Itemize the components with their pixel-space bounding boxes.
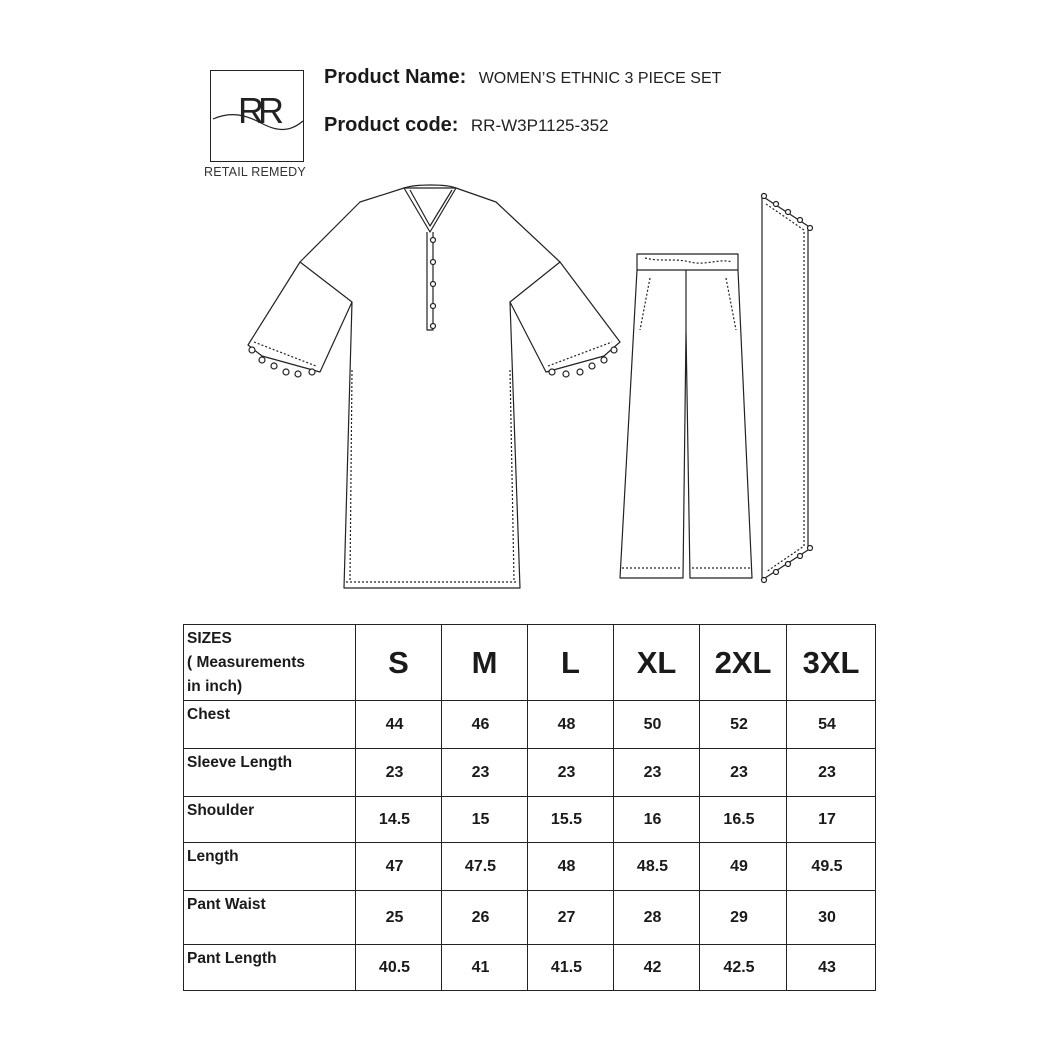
table-cell: 48.5 bbox=[614, 843, 700, 891]
table-cell: 29 bbox=[700, 891, 787, 945]
size-xl-header: XL bbox=[614, 625, 700, 701]
dupatta-drawing bbox=[762, 196, 808, 580]
product-code-label: Product code: bbox=[324, 114, 459, 136]
brand-name: RETAIL REMEDY bbox=[204, 165, 306, 179]
sizes-header-line: in inch) bbox=[187, 678, 243, 695]
row-label-pant-length: Pant Length bbox=[184, 945, 356, 991]
size-s-header: S bbox=[356, 625, 442, 701]
table-cell: 23 bbox=[442, 749, 528, 797]
table-cell: 47.5 bbox=[442, 843, 528, 891]
row-label-pant-waist: Pant Waist bbox=[184, 891, 356, 945]
table-cell: 43 bbox=[787, 945, 876, 991]
table-cell: 17 bbox=[787, 797, 876, 843]
sizes-header-line: SIZES bbox=[187, 630, 232, 647]
table-cell: 28 bbox=[614, 891, 700, 945]
table-cell: 16 bbox=[614, 797, 700, 843]
table-cell: 15 bbox=[442, 797, 528, 843]
table-cell: 23 bbox=[614, 749, 700, 797]
table-cell: 14.5 bbox=[356, 797, 442, 843]
table-cell: 47 bbox=[356, 843, 442, 891]
logo-letters: RR bbox=[238, 90, 278, 131]
table-cell: 16.5 bbox=[700, 797, 787, 843]
table-cell: 50 bbox=[614, 701, 700, 749]
sizes-header-label bbox=[184, 625, 356, 701]
table-cell: 30 bbox=[787, 891, 876, 945]
table-cell: 49 bbox=[700, 843, 787, 891]
table-cell: 52 bbox=[700, 701, 787, 749]
row-label-chest: Chest bbox=[184, 701, 356, 749]
table-row bbox=[184, 891, 876, 945]
table-cell: 48 bbox=[528, 843, 614, 891]
size-2xl-header: 2XL bbox=[700, 625, 787, 701]
table-cell: 41.5 bbox=[528, 945, 614, 991]
row-label-length: Length bbox=[184, 843, 356, 891]
kurta-drawing bbox=[248, 185, 620, 588]
table-cell: 23 bbox=[787, 749, 876, 797]
pants-drawing bbox=[620, 254, 752, 578]
table-cell: 54 bbox=[787, 701, 876, 749]
table-row bbox=[184, 701, 876, 749]
table-cell: 44 bbox=[356, 701, 442, 749]
table-cell: 25 bbox=[356, 891, 442, 945]
product-code-value: RR-W3P1125-352 bbox=[470, 116, 609, 135]
sizes-header-line: ( Measurements bbox=[187, 654, 306, 671]
table-cell: 42 bbox=[614, 945, 700, 991]
table-cell: 23 bbox=[356, 749, 442, 797]
size-header-row bbox=[184, 625, 876, 701]
table-cell: 40.5 bbox=[356, 945, 442, 991]
table-cell: 15.5 bbox=[528, 797, 614, 843]
size-l-header: L bbox=[528, 625, 614, 701]
table-cell: 48 bbox=[528, 701, 614, 749]
table-cell: 23 bbox=[700, 749, 787, 797]
size-m-header: M bbox=[442, 625, 528, 701]
table-row bbox=[184, 945, 876, 991]
row-label-shoulder: Shoulder bbox=[184, 797, 356, 843]
dupatta-tassels bbox=[762, 194, 813, 583]
row-label-sleeve-length: Sleeve Length bbox=[184, 749, 356, 797]
table-cell: 41 bbox=[442, 945, 528, 991]
table-cell: 26 bbox=[442, 891, 528, 945]
table-row bbox=[184, 797, 876, 843]
table-cell: 46 bbox=[442, 701, 528, 749]
table-row bbox=[184, 843, 876, 891]
size-3xl-header: 3XL bbox=[787, 625, 876, 701]
product-name-label: Product Name: bbox=[324, 66, 467, 88]
table-cell: 49.5 bbox=[787, 843, 876, 891]
product-name-value: WOMEN’S ETHNIC 3 PIECE SET bbox=[478, 70, 722, 87]
table-cell: 23 bbox=[528, 749, 614, 797]
table-row bbox=[184, 749, 876, 797]
table-cell: 27 bbox=[528, 891, 614, 945]
size-chart-table bbox=[183, 624, 876, 991]
sleeve-tassels bbox=[249, 347, 617, 377]
table-cell: 42.5 bbox=[700, 945, 787, 991]
